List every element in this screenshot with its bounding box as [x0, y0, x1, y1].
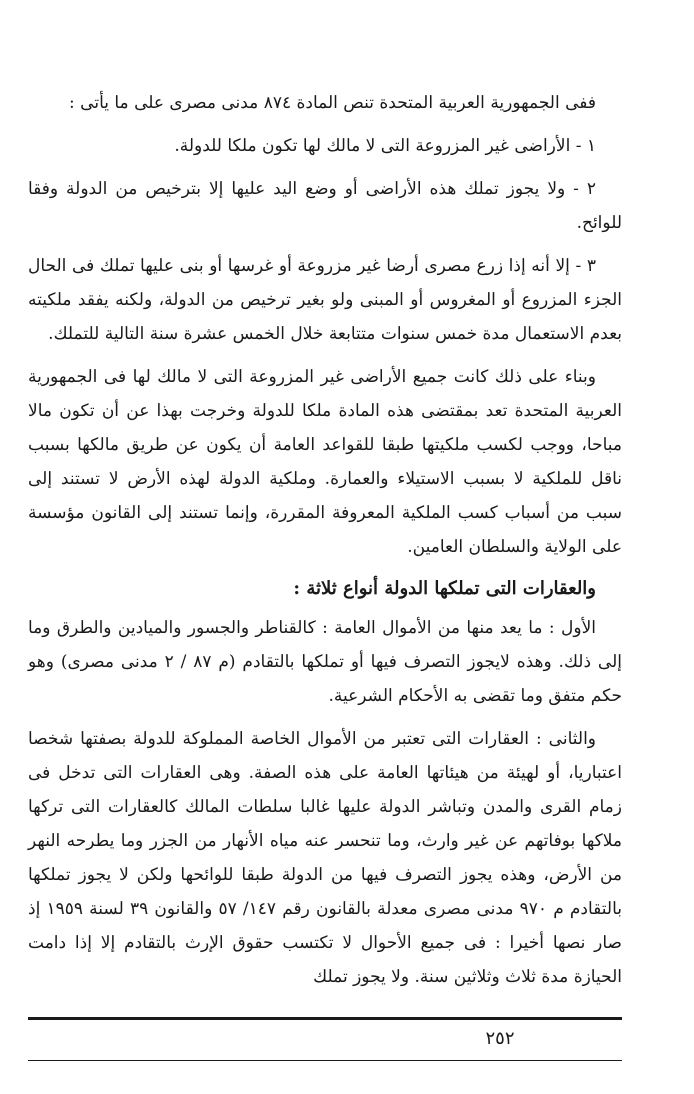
second-type-paragraph: والثانى : العقارات التى تعتبر من الأموال الخاصة المملوكة للدولة بصفتها شخصا اعتباريا، أو لهيئة من هيئاتها العامة على هذه الصفة. وهى العقارات التى تدخل فى زمام القرى والمدن وتباشر الدولة عليها غالبا سلطات المالك كالعقارات التى تركها ملاكها بوفاتهم عن غير وارث، وما تنحسر عنه مياه الأنهار من الجزر وما يطرحه النهر من الأرض، وهذه يجوز التصرف فيها من الدولة طبقا للوائحها ولكن لا يجوز تملكها بالتقادم م ٩٧٠ مدنى مصرى معدلة بالقانون رقم ١٤٧/ ٥٧ والقانون ٣٩ لسنة ١٩٥٩ إذ صار نصها أخيرا : فى جميع الأحوال لا تكتسب حقوق الإرث بالتقادم إلا إذا دامت الحيازة مدة ثلاث وثلاثين سنة. ولا يجوز تملك — [28, 729, 622, 987]
consequence-paragraph: وبناء على ذلك كانت جميع الأراضى غير المزروعة التى لا مالك لها فى الجمهورية العربية المتحدة تعد بمقتضى هذه المادة ملكا للدولة وخرجت بهذا عن أن تكون مالا مباحا، ووجب لكسب ملكيتها طبقا للقواعد العامة أن يكون عن طريق مالكها بسبب ناقل للملكية لا بسبب الاستيلاء والعمارة. وملكية الدولة لهذه الأرض لا تستند إلى سبب من أسباب كسب الملكية المعروفة المقررة، وإنما تستند إلى القانون مؤسسة على الولاية والسلطان العامين. — [28, 367, 622, 557]
article-clause-2: ٢ - ولا يجوز تملك هذه الأراضى أو وضع اليد عليها إلا بترخيص من الدولة وفقا للوائح. — [28, 179, 622, 233]
page-body — [28, 86, 622, 1003]
intro-paragraph: ففى الجمهورية العربية المتحدة تنص المادة ٨٧٤ مدنى مصرى على ما يأتى : — [69, 93, 596, 113]
first-type-paragraph: الأول : ما يعد منها من الأموال العامة : كالقناطر والجسور والميادين والطرق وما إلى ذلك. وهذه لايجوز التصرف فيها أو تملكها بالتقادم (م ٨٧ / ٢ مدنى مصرى) وهو حكم متفق وما تقضى به الأحكام الشرعية. — [28, 618, 622, 706]
page-number: ٢٥٢ — [485, 1028, 515, 1049]
footer-rule-thick — [28, 1017, 622, 1020]
section-heading: والعقارات التى تملكها الدولة أنواع ثلاثة : — [293, 578, 596, 599]
article-clause-1: ١ - الأراضى غير المزروعة التى لا مالك لها تكون ملكا للدولة. — [174, 136, 596, 156]
article-clause-3: ٣ - إلا أنه إذا زرع مصرى أرضا غير مزروعة أو غرسها أو بنى عليها تملك فى الحال الجزء المزروع أو المغروس أو المبنى ولو بغير ترخيص من الدولة، ولكنه يفقد ملكيته بعدم الاستعمال مدة خمس سنوات متتابعة خلال الخمس عشرة سنة التالية للتملك. — [28, 256, 622, 344]
footer-rule-thin — [28, 1060, 622, 1061]
